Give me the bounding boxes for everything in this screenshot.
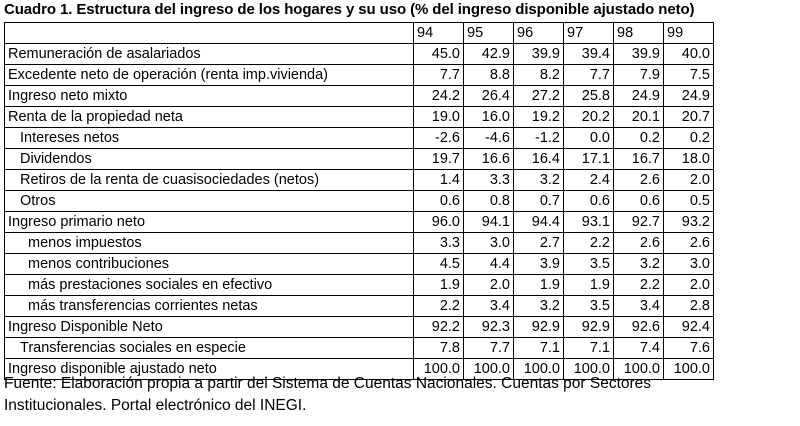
table-row	[5, 86, 714, 107]
header-year-cell: 98	[614, 23, 664, 44]
row-label-cell: Retiros de la renta de cuasisociedades (netos)	[5, 170, 414, 191]
value-cell: 20.2	[564, 107, 614, 128]
value-cell: 25.8	[564, 86, 614, 107]
value-cell: 0.2	[614, 128, 664, 149]
row-label-cell: Ingreso Disponible Neto	[5, 317, 414, 338]
value-cell: 2.4	[564, 170, 614, 191]
value-cell: 3.0	[664, 254, 714, 275]
value-cell: 2.2	[614, 275, 664, 296]
value-cell: 94.4	[514, 212, 564, 233]
value-cell: 92.4	[664, 317, 714, 338]
value-cell: 7.7	[464, 338, 514, 359]
value-cell: 3.2	[514, 296, 564, 317]
value-cell: -2.6	[414, 128, 464, 149]
table-row	[5, 149, 714, 170]
table-row	[5, 317, 714, 338]
value-cell: 100.0	[414, 359, 464, 380]
value-cell: 40.0	[664, 44, 714, 65]
row-label-cell: Ingreso neto mixto	[5, 86, 414, 107]
value-cell: 3.2	[514, 170, 564, 191]
value-cell: 3.3	[414, 233, 464, 254]
value-cell: 7.1	[564, 338, 614, 359]
value-cell: 3.0	[464, 233, 514, 254]
header-year-cell: 97	[564, 23, 614, 44]
row-label-cell: más prestaciones sociales en efectivo	[5, 275, 414, 296]
value-cell: -1.2	[514, 128, 564, 149]
value-cell: 7.9	[614, 65, 664, 86]
value-cell: 92.2	[414, 317, 464, 338]
value-cell: 100.0	[664, 359, 714, 380]
value-cell: 3.5	[564, 296, 614, 317]
value-cell: 3.5	[564, 254, 614, 275]
header-year-cell: 94	[414, 23, 464, 44]
value-cell: 92.9	[514, 317, 564, 338]
value-cell: 92.7	[614, 212, 664, 233]
value-cell: 16.7	[614, 149, 664, 170]
table-row	[5, 170, 714, 191]
value-cell: 0.8	[464, 191, 514, 212]
value-cell: 7.1	[514, 338, 564, 359]
value-cell: 92.9	[564, 317, 614, 338]
table-row	[5, 65, 714, 86]
value-cell: 3.4	[464, 296, 514, 317]
table-row	[5, 338, 714, 359]
value-cell: 1.9	[564, 275, 614, 296]
value-cell: 100.0	[464, 359, 514, 380]
value-cell: 20.1	[614, 107, 664, 128]
value-cell: 7.5	[664, 65, 714, 86]
value-cell: 0.5	[664, 191, 714, 212]
value-cell: 24.9	[614, 86, 664, 107]
value-cell: 24.2	[414, 86, 464, 107]
value-cell: 2.2	[414, 296, 464, 317]
value-cell: 19.2	[514, 107, 564, 128]
value-cell: 2.0	[664, 170, 714, 191]
value-cell: 18.0	[664, 149, 714, 170]
row-label-cell: Intereses netos	[5, 128, 414, 149]
value-cell: 7.6	[664, 338, 714, 359]
value-cell: 2.0	[464, 275, 514, 296]
header-label-cell	[5, 23, 414, 44]
value-cell: 17.1	[564, 149, 614, 170]
value-cell: 2.2	[564, 233, 614, 254]
table-row	[5, 107, 714, 128]
row-label-cell: más transferencias corrientes netas	[5, 296, 414, 317]
value-cell: 0.7	[514, 191, 564, 212]
table-header-row	[5, 23, 714, 44]
table-row	[5, 254, 714, 275]
table-row	[5, 275, 714, 296]
row-label-cell: Ingreso primario neto	[5, 212, 414, 233]
row-label-cell: Ingreso disponible ajustado neto	[5, 359, 414, 380]
value-cell: 20.7	[664, 107, 714, 128]
value-cell: 3.4	[614, 296, 664, 317]
value-cell: 19.0	[414, 107, 464, 128]
table-row	[5, 191, 714, 212]
value-cell: 100.0	[564, 359, 614, 380]
value-cell: 3.3	[464, 170, 514, 191]
value-cell: 100.0	[614, 359, 664, 380]
table-row	[5, 296, 714, 317]
value-cell: 1.9	[514, 275, 564, 296]
value-cell: 1.4	[414, 170, 464, 191]
value-cell: 16.0	[464, 107, 514, 128]
value-cell: 42.9	[464, 44, 514, 65]
value-cell: 3.9	[514, 254, 564, 275]
value-cell: 96.0	[414, 212, 464, 233]
value-cell: -4.6	[464, 128, 514, 149]
value-cell: 100.0	[514, 359, 564, 380]
value-cell: 93.2	[664, 212, 714, 233]
table-row	[5, 128, 714, 149]
value-cell: 93.1	[564, 212, 614, 233]
income-structure-table	[4, 22, 714, 380]
row-label-cell: Renta de la propiedad neta	[5, 107, 414, 128]
value-cell: 0.6	[564, 191, 614, 212]
value-cell: 16.6	[464, 149, 514, 170]
value-cell: 2.6	[614, 170, 664, 191]
value-cell: 2.0	[664, 275, 714, 296]
value-cell: 26.4	[464, 86, 514, 107]
value-cell: 0.6	[414, 191, 464, 212]
table-title: Cuadro 1. Estructura del ingreso de los hogares y su uso (% del ingreso disponible ajustado neto)	[4, 1, 695, 18]
row-label-cell: Transferencias sociales en especie	[5, 338, 414, 359]
row-label-cell: Otros	[5, 191, 414, 212]
value-cell: 92.6	[614, 317, 664, 338]
value-cell: 2.8	[664, 296, 714, 317]
value-cell: 39.9	[514, 44, 564, 65]
row-label-cell: Dividendos	[5, 149, 414, 170]
row-label-cell: Excedente neto de operación (renta imp.vivienda)	[5, 65, 414, 86]
row-label-cell: Remuneración de asalariados	[5, 44, 414, 65]
table-row	[5, 44, 714, 65]
table-body	[5, 44, 714, 380]
table-row	[5, 212, 714, 233]
value-cell: 1.9	[414, 275, 464, 296]
row-label-cell: menos impuestos	[5, 233, 414, 254]
value-cell: 92.3	[464, 317, 514, 338]
value-cell: 2.6	[614, 233, 664, 254]
value-cell: 3.2	[614, 254, 664, 275]
value-cell: 8.2	[514, 65, 564, 86]
value-cell: 24.9	[664, 86, 714, 107]
row-label-cell: menos contribuciones	[5, 254, 414, 275]
value-cell: 45.0	[414, 44, 464, 65]
value-cell: 7.7	[564, 65, 614, 86]
value-cell: 16.4	[514, 149, 564, 170]
value-cell: 0.2	[664, 128, 714, 149]
value-cell: 0.0	[564, 128, 614, 149]
value-cell: 94.1	[464, 212, 514, 233]
header-year-cell: 95	[464, 23, 514, 44]
value-cell: 2.7	[514, 233, 564, 254]
value-cell: 27.2	[514, 86, 564, 107]
value-cell: 7.8	[414, 338, 464, 359]
header-year-cell: 96	[514, 23, 564, 44]
value-cell: 2.6	[664, 233, 714, 254]
value-cell: 39.4	[564, 44, 614, 65]
value-cell: 7.7	[414, 65, 464, 86]
source-note: Fuente: Elaboración propia a partir del Sistema de Cuentas Nacionales. Cuentas por Sectores Institucionales. Portal electrónico del INEGI.	[4, 375, 652, 414]
header-year-cell: 99	[664, 23, 714, 44]
value-cell: 4.5	[414, 254, 464, 275]
value-cell: 19.7	[414, 149, 464, 170]
value-cell: 39.9	[614, 44, 664, 65]
value-cell: 0.6	[614, 191, 664, 212]
value-cell: 8.8	[464, 65, 514, 86]
value-cell: 4.4	[464, 254, 514, 275]
value-cell: 7.4	[614, 338, 664, 359]
table-row	[5, 233, 714, 254]
